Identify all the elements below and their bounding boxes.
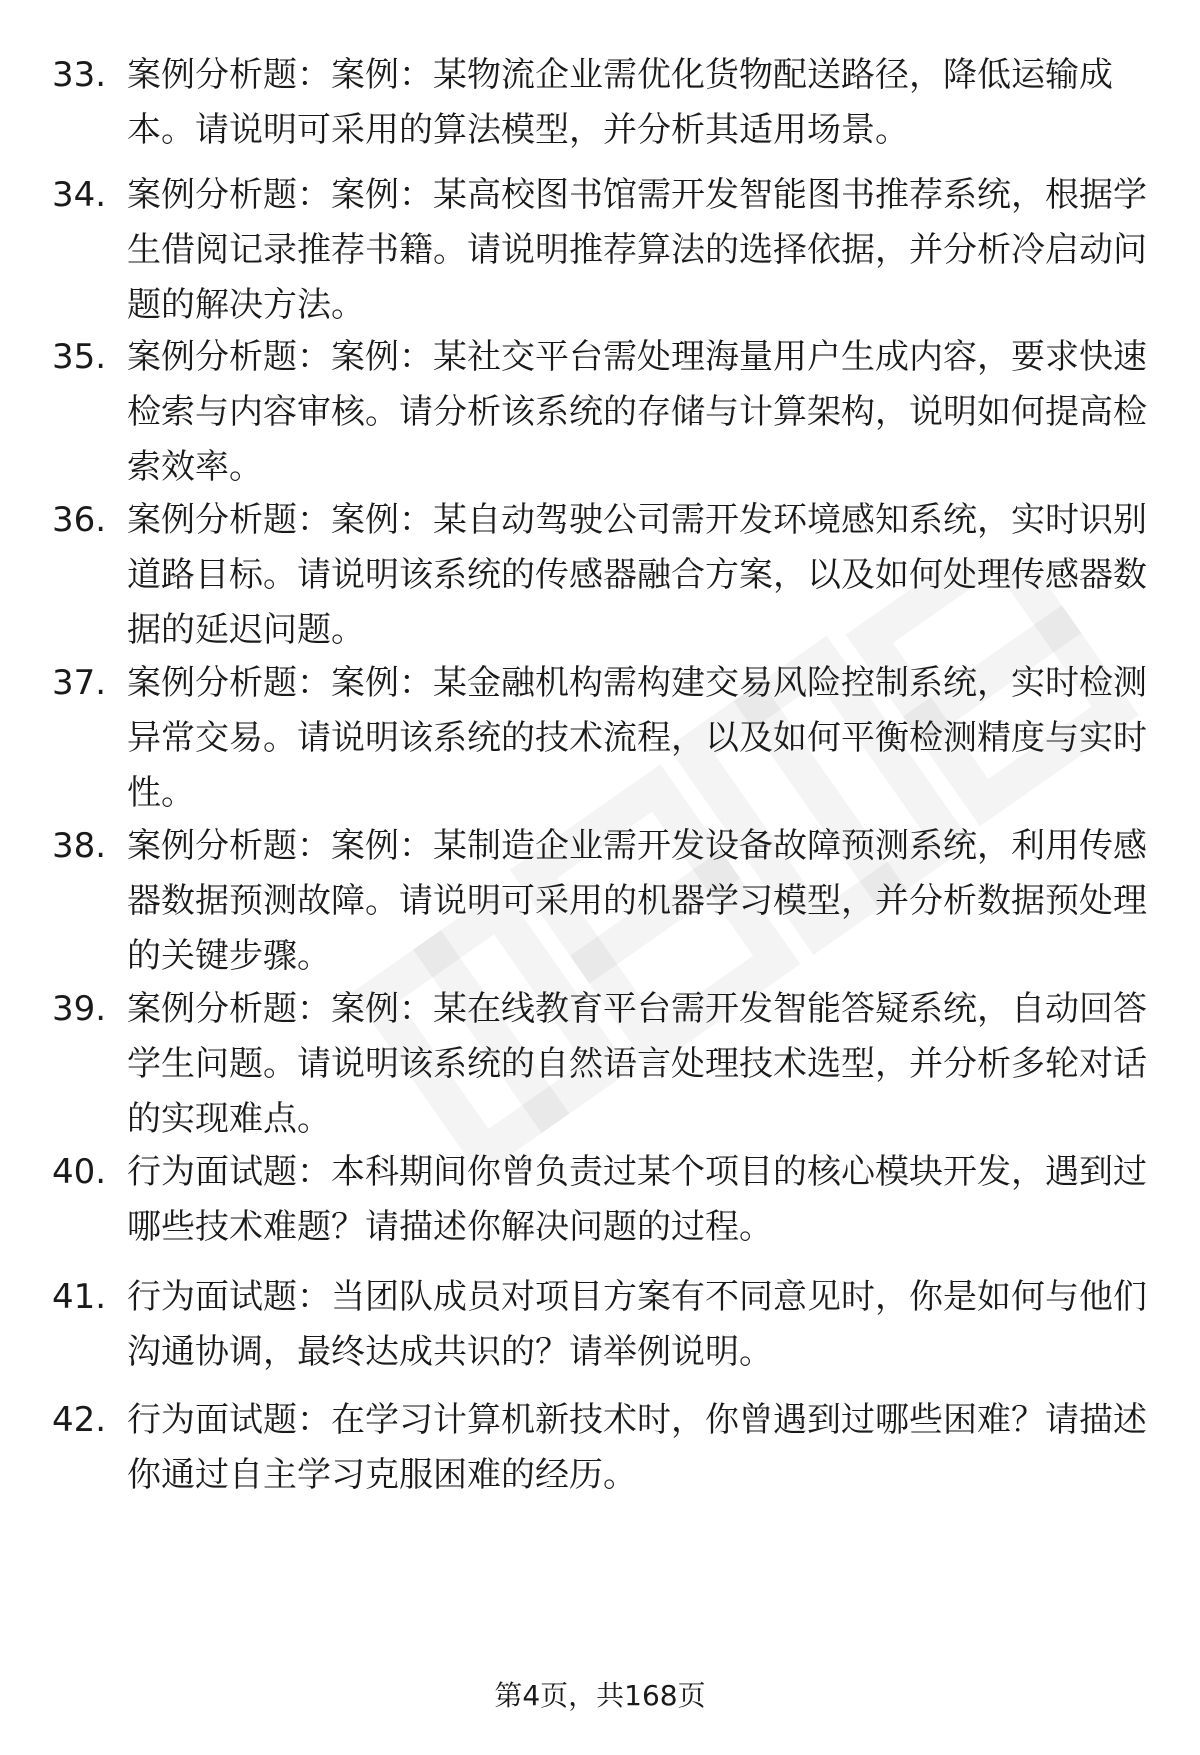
question-number: 38. [52, 826, 107, 866]
question-number: 34. [52, 175, 107, 215]
page-footer [0, 1676, 1200, 1716]
question-number: 36. [52, 500, 107, 540]
question-number: 42. [52, 1400, 107, 1440]
question-number: 33. [52, 55, 107, 95]
question-number: 41. [52, 1277, 107, 1317]
question-text: 案例分析题：案例：某自动驾驶公司需开发环境感知系统，实时识别道路目标。请说明该系统的传感器融合方案，以及如何处理传感器数据的延迟问题。 [127, 500, 1147, 650]
question-number: 39. [52, 989, 107, 1029]
question-text: 行为面试题：当团队成员对项目方案有不同意见时，你是如何与他们沟通协调，最终达成共识的？请举例说明。 [127, 1277, 1147, 1372]
question-text: 案例分析题：案例：某社交平台需处理海量用户生成内容，要求快速检索与内容审核。请分析该系统的存储与计算架构，说明如何提高检索效率。 [127, 337, 1147, 487]
question-text: 案例分析题：案例：某高校图书馆需开发智能图书推荐系统，根据学生借阅记录推荐书籍。请说明推荐算法的选择依据，并分析冷启动问题的解决方法。 [127, 175, 1147, 325]
question-number: 37. [52, 663, 107, 703]
question-text: 案例分析题：案例：某制造企业需开发设备故障预测系统，利用传感器数据预测故障。请说明可采用的机器学习模型，并分析数据预处理的关键步骤。 [127, 826, 1147, 976]
question-text: 案例分析题：案例：某金融机构需构建交易风险控制系统，实时检测异常交易。请说明该系统的技术流程，以及如何平衡检测精度与实时性。 [127, 663, 1147, 813]
question-text: 行为面试题：本科期间你曾负责过某个项目的核心模块开发，遇到过哪些技术难题？请描述你解决问题的过程。 [127, 1152, 1147, 1247]
question-text: 行为面试题：在学习计算机新技术时，你曾遇到过哪些困难？请描述你通过自主学习克服困难的经历。 [127, 1400, 1147, 1495]
question-text: 案例分析题：案例：某物流企业需优化货物配送路径，降低运输成本。请说明可采用的算法模型，并分析其适用场景。 [127, 55, 1113, 150]
question-number: 40. [52, 1152, 107, 1192]
question-text: 案例分析题：案例：某在线教育平台需开发智能答疑系统，自动回答学生问题。请说明该系统的自然语言处理技术选型，并分析多轮对话的实现难点。 [127, 989, 1147, 1139]
question-number: 35. [52, 337, 107, 377]
page-number-label: 第4页，共168页 [494, 1679, 706, 1712]
